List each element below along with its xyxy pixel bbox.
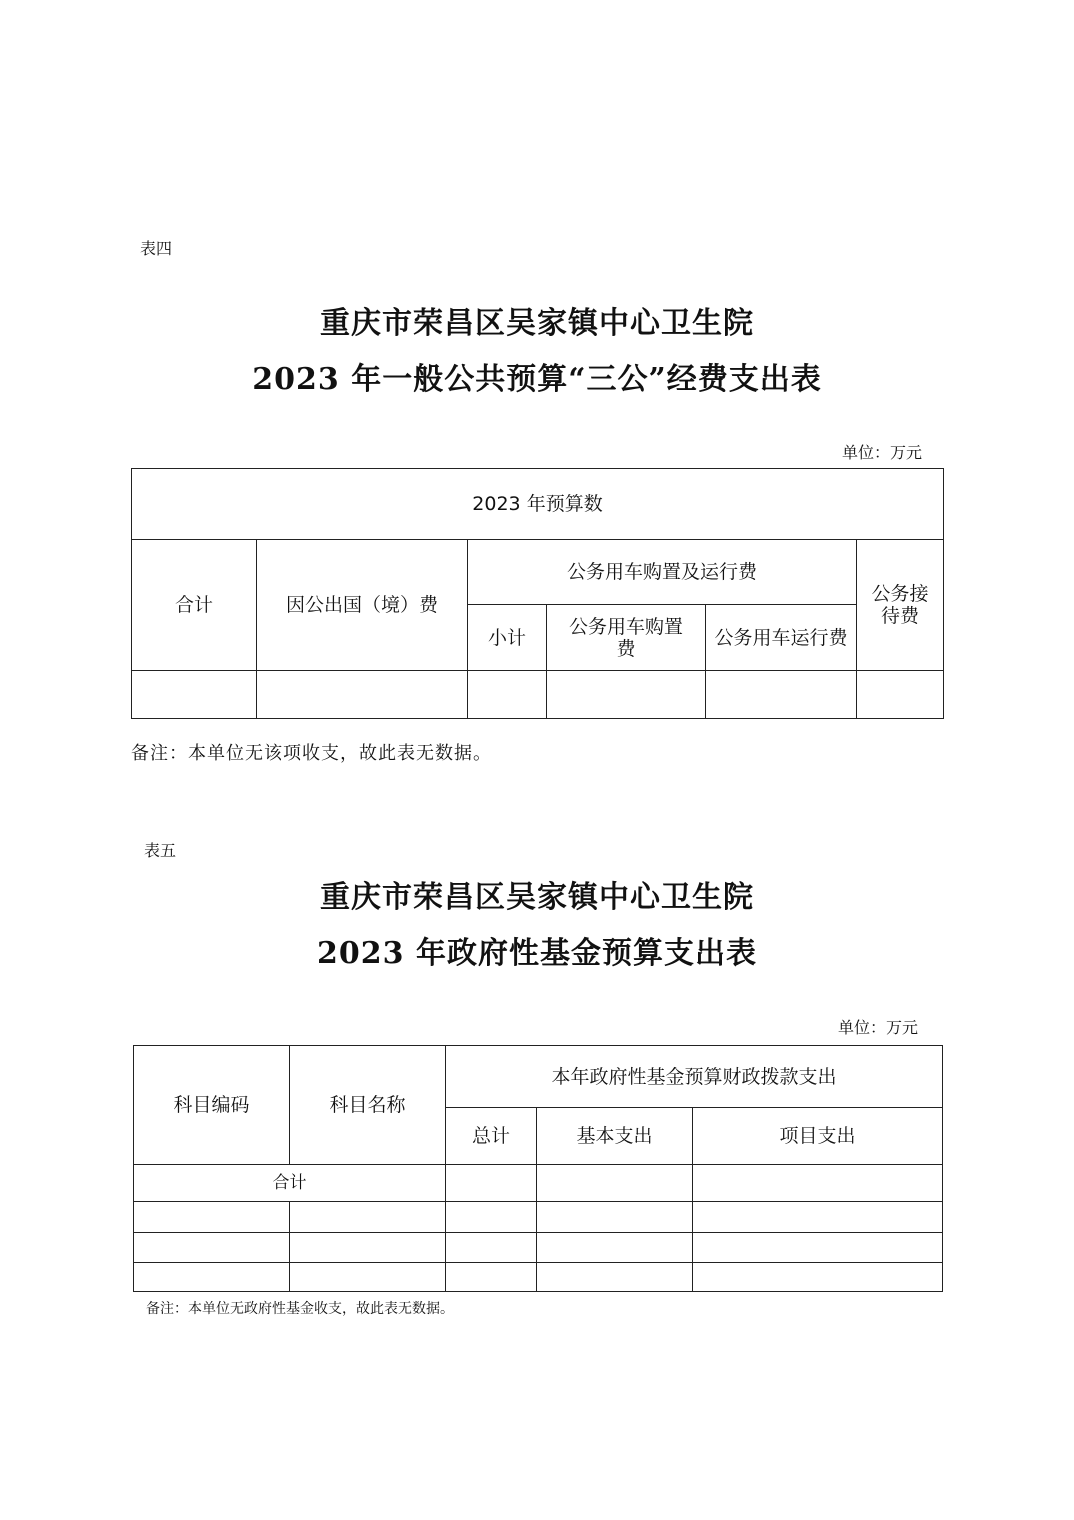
table5-unit: 单位：万元 xyxy=(838,1018,919,1037)
table4-col-vehicle-purchase: 公务用车购置费 xyxy=(547,605,706,671)
table5-col-total: 总计 xyxy=(446,1108,537,1165)
table5-cell xyxy=(537,1263,693,1292)
table5-cell xyxy=(290,1233,446,1263)
table5-cell xyxy=(693,1263,943,1292)
table5-row-total: 合计 xyxy=(134,1165,446,1202)
table5-col-group: 本年政府性基金预算财政拨款支出 xyxy=(446,1046,943,1108)
table4-tag: 表四 xyxy=(140,239,173,258)
table5-cell xyxy=(446,1233,537,1263)
table5-cell xyxy=(693,1233,943,1263)
table5-cell xyxy=(693,1165,943,1202)
table5-cell xyxy=(134,1263,290,1292)
table5-cell xyxy=(693,1202,943,1233)
table4-col-total: 合计 xyxy=(132,540,257,671)
table4-header-top: 2023 年预算数 xyxy=(132,469,944,540)
table4 xyxy=(131,468,944,719)
table5-title-line1: 重庆市荣昌区吴家镇中心卫生院 xyxy=(320,880,754,915)
table5-cell xyxy=(537,1233,693,1263)
table4-unit: 单位：万元 xyxy=(842,443,923,462)
table5-col-basic: 基本支出 xyxy=(537,1108,693,1165)
table5-cell xyxy=(537,1165,693,1202)
table4-col-vehicle-run: 公务用车运行费 xyxy=(706,605,857,671)
table5-cell xyxy=(446,1165,537,1202)
table5-col-name: 科目名称 xyxy=(290,1046,446,1165)
table4-col-abroad: 因公出国（境）费 xyxy=(257,540,468,671)
table5-note: 备注：本单位无政府性基金收支，故此表无数据。 xyxy=(146,1301,454,1317)
table5-title-line2: 2023 年政府性基金预算支出表 xyxy=(317,936,757,971)
table5-cell xyxy=(537,1202,693,1233)
table4-cell xyxy=(706,671,857,719)
table4-col-vehicle-group: 公务用车购置及运行费 xyxy=(468,540,857,605)
table5-cell xyxy=(446,1202,537,1233)
table4-col-subtotal: 小计 xyxy=(468,605,547,671)
table4-cell xyxy=(468,671,547,719)
table4-cell xyxy=(857,671,944,719)
table5 xyxy=(133,1045,943,1292)
table5-cell xyxy=(446,1263,537,1292)
table4-title-line1: 重庆市荣昌区吴家镇中心卫生院 xyxy=(320,306,754,341)
table4-title-line2: 2023 年一般公共预算“三公”经费支出表 xyxy=(252,362,822,397)
table4-cell xyxy=(132,671,257,719)
table5-cell xyxy=(290,1263,446,1292)
table5-tag: 表五 xyxy=(144,841,177,860)
table5-cell xyxy=(290,1202,446,1233)
table4-cell xyxy=(547,671,706,719)
table5-cell xyxy=(134,1202,290,1233)
table5-cell xyxy=(134,1233,290,1263)
table4-cell xyxy=(257,671,468,719)
table5-col-project: 项目支出 xyxy=(693,1108,943,1165)
table4-note: 备注：本单位无该项收支，故此表无数据。 xyxy=(131,743,492,764)
table4-col-reception: 公务接待费 xyxy=(857,540,944,671)
table5-col-code: 科目编码 xyxy=(134,1046,290,1165)
